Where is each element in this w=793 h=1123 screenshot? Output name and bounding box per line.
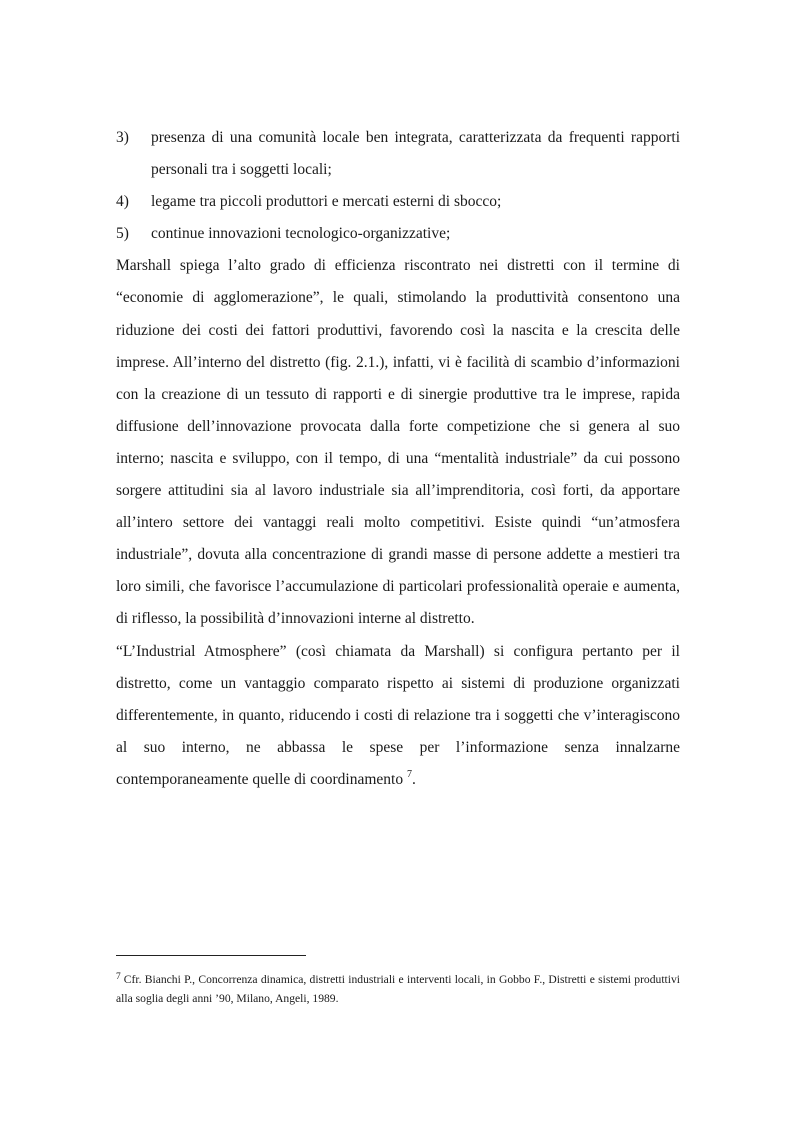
paragraph-2-end: . xyxy=(411,770,416,788)
list-item-text: continue innovazioni tecnologico-organizzative; xyxy=(151,225,451,243)
list-item-number: 5) xyxy=(116,225,129,243)
list-item-text: legame tra piccoli produttori e mercati esterni di sbocco; xyxy=(151,193,502,211)
list-item-number: 3) xyxy=(116,129,129,146)
list-item xyxy=(116,218,680,250)
paragraph-2-text: “L’Industrial Atmosphere” (così chiamata da Marshall) si configura pertanto per il distretto, come un vantaggio comparato rispetto ai sistemi di produzione organizzati differentemente, in quanto, riducendo i costi di relazione tra i soggetti che v’interagiscono al suo interno, ne abbassa le spese per l’informazione senza innalzarne contemporaneamente quelle di coordinamento xyxy=(116,642,680,788)
footnote-text: Cfr. Bianchi P., Concorrenza dinamica, distretti industriali e interventi locali, in Gobbo F., Distretti e sistemi produttivi alla soglia degli anni ’90, Milano, Angeli, 1989. xyxy=(116,973,680,1005)
list-item xyxy=(116,186,680,218)
footnote-separator xyxy=(116,955,306,956)
body-text xyxy=(116,122,680,796)
list-item xyxy=(116,122,680,186)
list-item-number: 4) xyxy=(116,193,129,211)
paragraph-economie-agglomerazione: Marshall spiega l’alto grado di efficienza riscontrato nei distretti con il termine di “economie di agglomerazione”, le quali, stimolando la produttività consentono una riduzione dei costi dei fattori produttivi, favorendo così la nascita e la crescita delle imprese. All’interno del distretto (fig. 2.1.), infatti, vi è facilità di scambio d’informazioni con la creazione di un tessuto di rapporti e di sinergie produttive tra le imprese, rapida diffusione dell’innovazione provocata dalla forte competizione che si genera al suo interno; nascita e sviluppo, con il tempo, di una “mentalità industriale” da cui possono sorgere attitudini sia al lavoro industriale sia all’imprenditoria, così forti, da apportare all’intero settore dei vantaggi reali molto competitivi. Esiste quindi “un’atmosfera industriale”, dovuta alla concentrazione di grandi masse di persone addette a mestieri tra loro simili, che favorisce l’accumulazione di particolari professionalità operaie e aumenta, di riflesso, la possibilità d’innovazioni interne al distretto. xyxy=(116,257,680,628)
footnote-reference[interactable]: 7 xyxy=(406,768,412,780)
footnote-number: 7 xyxy=(116,972,121,982)
footnote xyxy=(116,970,680,1008)
list-item-text: presenza di una comunità locale ben integrata, caratterizzata da frequenti rapporti personali tra i soggetti locali; xyxy=(151,129,680,179)
paragraph-industrial-atmosphere xyxy=(116,636,680,796)
